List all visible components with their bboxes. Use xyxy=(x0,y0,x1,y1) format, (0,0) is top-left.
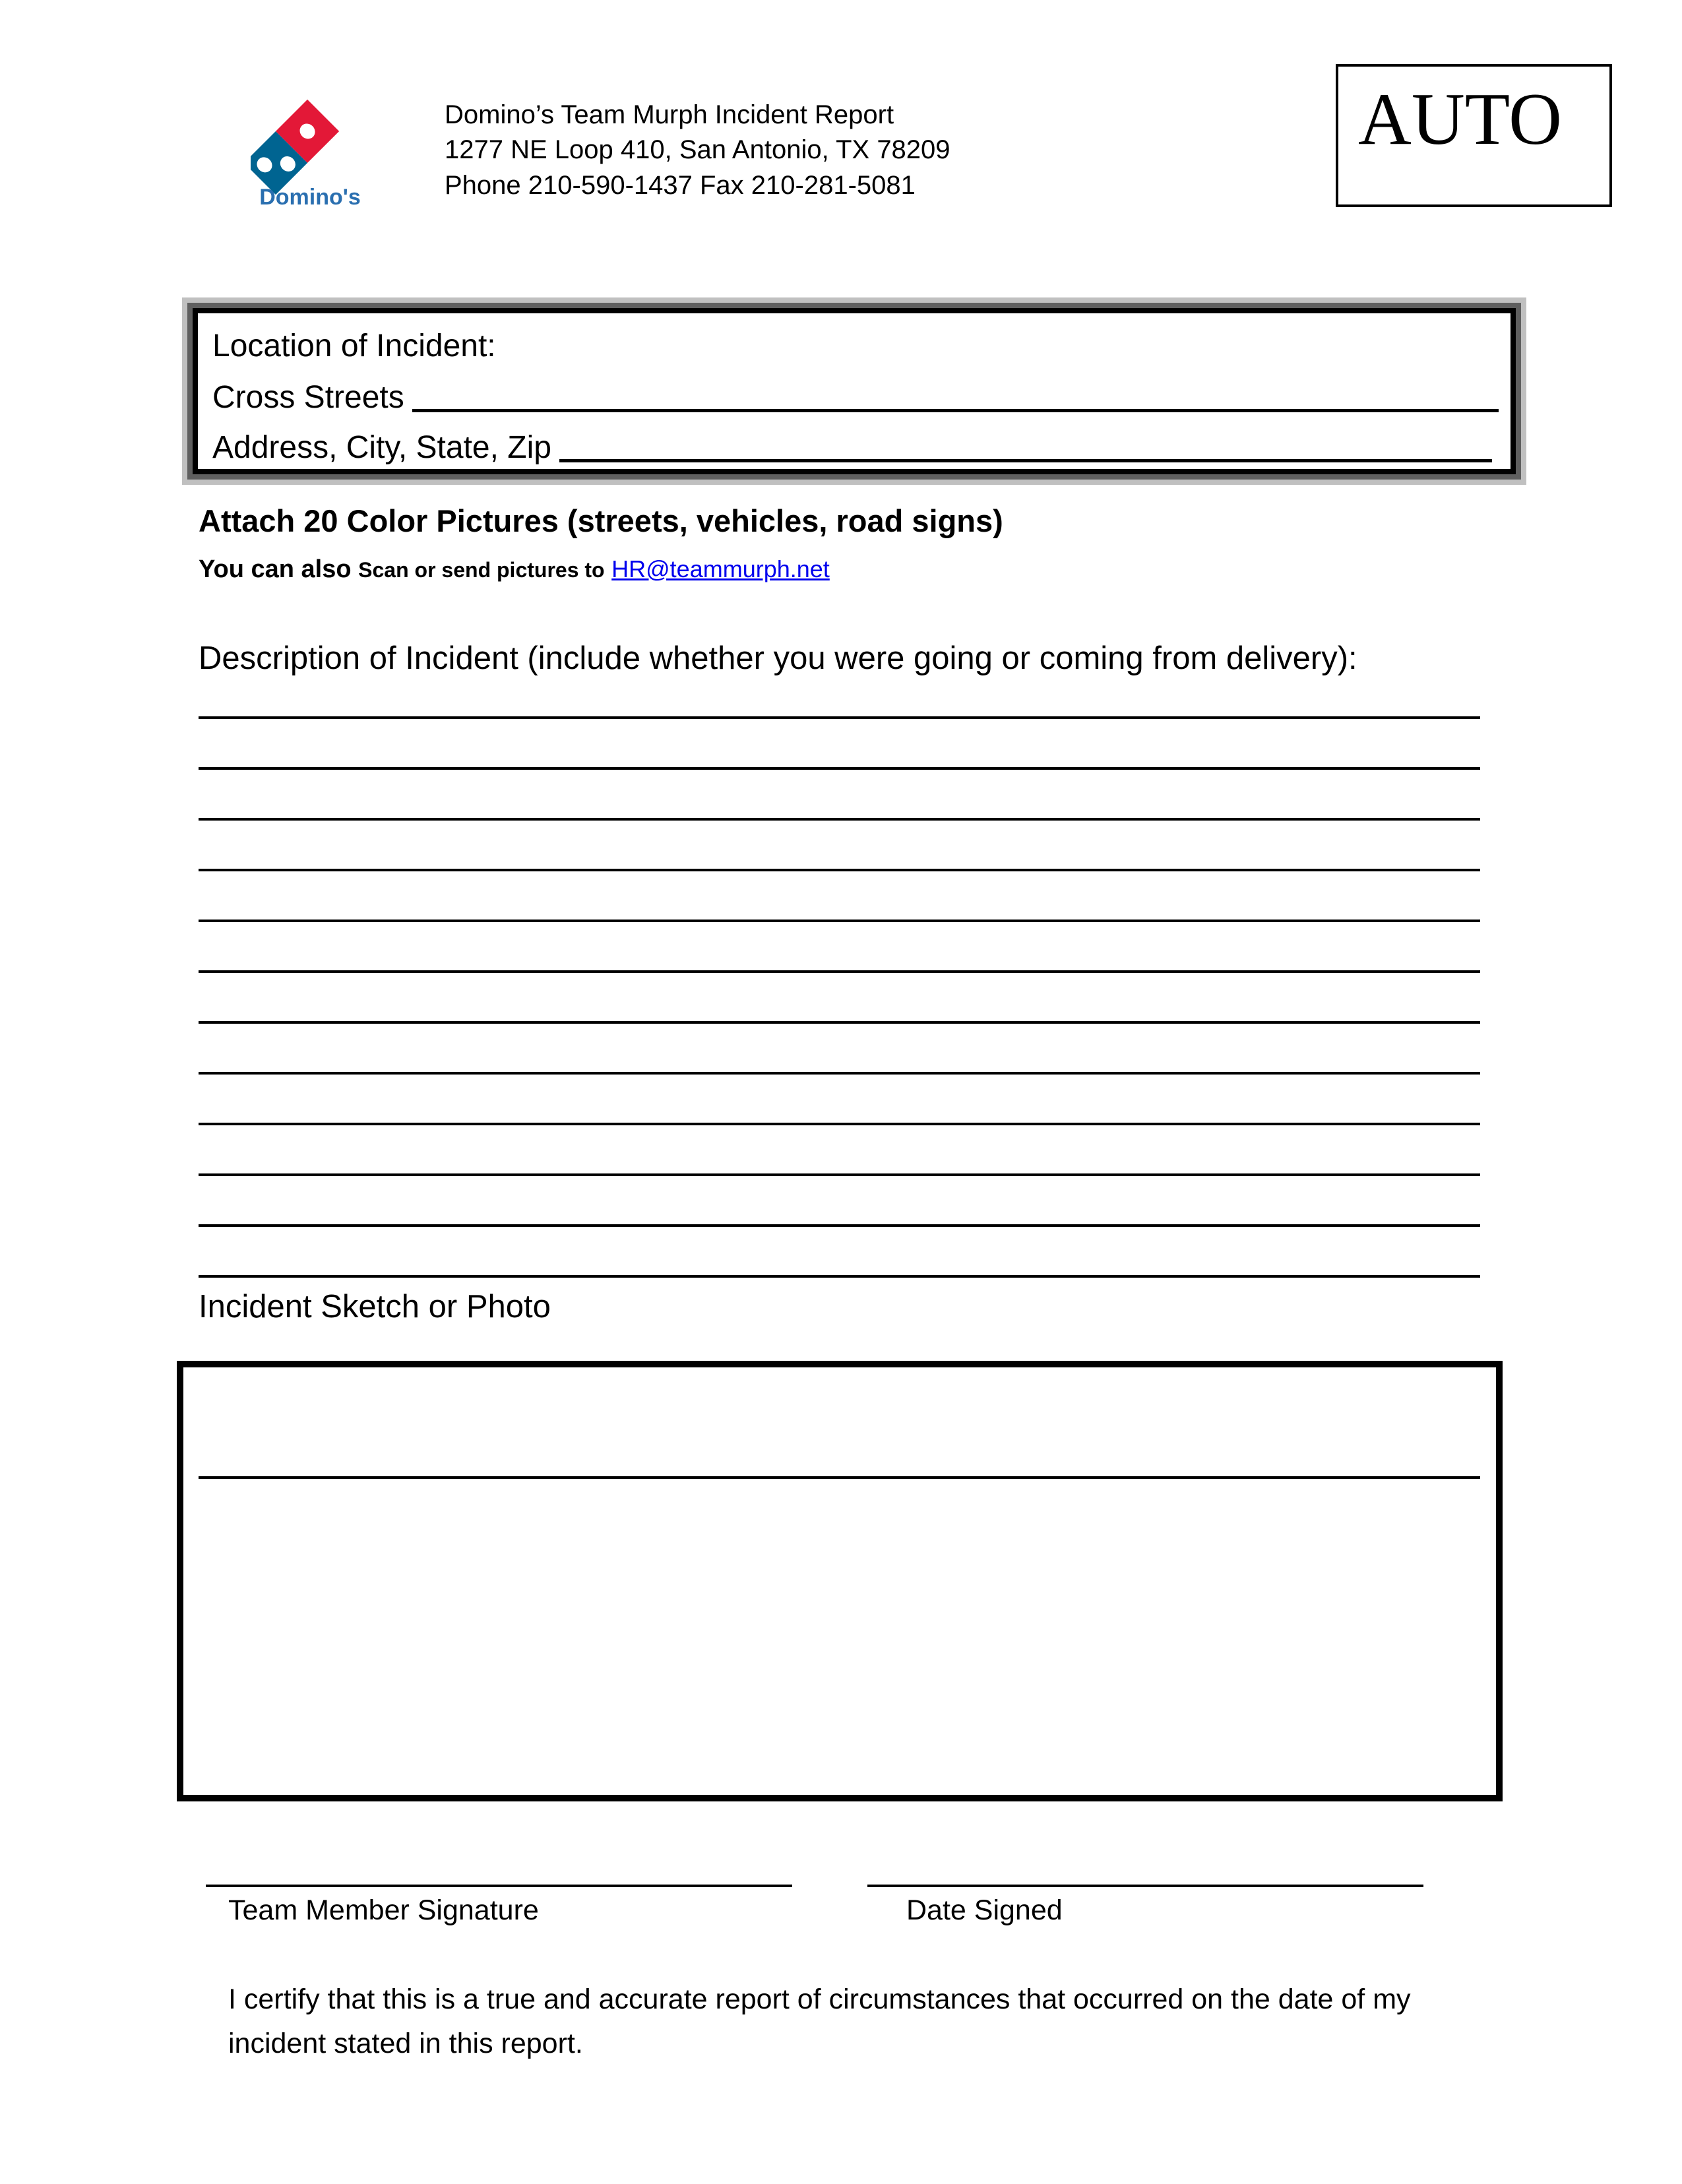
auto-badge xyxy=(1336,64,1612,207)
certification-text: I certify that this is a true and accurate report of circumstances that occurred on the date of my incident stated in this report. xyxy=(228,1983,1411,2059)
location-heading: Location of Incident: xyxy=(212,328,496,363)
company-phone-fax: Phone 210-590-1437 Fax 210-281-5081 xyxy=(445,171,916,200)
description-line[interactable] xyxy=(199,767,1480,770)
date-signed-label: Date Signed xyxy=(906,1894,1063,1926)
report-title: Domino’s Team Murph Incident Report xyxy=(445,100,894,129)
signature-field[interactable] xyxy=(206,1885,792,1887)
cross-streets-label: Cross Streets xyxy=(212,380,404,415)
description-line[interactable] xyxy=(199,1021,1480,1024)
description-line[interactable] xyxy=(199,1275,1480,1278)
description-line[interactable] xyxy=(199,818,1480,821)
signature-label: Team Member Signature xyxy=(228,1894,539,1926)
attach-note xyxy=(199,555,830,584)
description-line[interactable] xyxy=(199,716,1480,719)
description-line[interactable] xyxy=(199,970,1480,973)
cross-streets-field[interactable] xyxy=(412,409,1499,412)
dominos-logo xyxy=(251,96,369,211)
description-label: Description of Incident (include whether you were going or coming from delivery): xyxy=(199,640,1357,676)
description-line[interactable] xyxy=(199,869,1480,871)
attach-note-prefix: You can also xyxy=(199,555,352,583)
sketch-box[interactable] xyxy=(177,1361,1503,1801)
company-address: 1277 NE Loop 410, San Antonio, TX 78209 xyxy=(445,135,950,164)
location-box xyxy=(182,297,1526,485)
sketch-line xyxy=(199,1476,1480,1479)
description-line[interactable] xyxy=(199,920,1480,922)
date-signed-field[interactable] xyxy=(867,1885,1423,1887)
auto-badge-text: AUTO xyxy=(1358,78,1563,160)
logo-wordmark: Domino's xyxy=(259,185,361,210)
description-line[interactable] xyxy=(199,1173,1480,1176)
sketch-label: Incident Sketch or Photo xyxy=(199,1289,551,1325)
address-label: Address, City, State, Zip xyxy=(212,430,551,465)
description-line[interactable] xyxy=(199,1072,1480,1075)
attach-pictures-heading: Attach 20 Color Pictures (streets, vehicles, road signs) xyxy=(199,503,1003,538)
description-line[interactable] xyxy=(199,1224,1480,1227)
description-line[interactable] xyxy=(199,1123,1480,1125)
attach-note-small: Scan or send pictures to xyxy=(358,558,605,582)
hr-email-link[interactable]: HR@teammurph.net xyxy=(611,555,830,582)
address-field[interactable] xyxy=(559,459,1492,462)
